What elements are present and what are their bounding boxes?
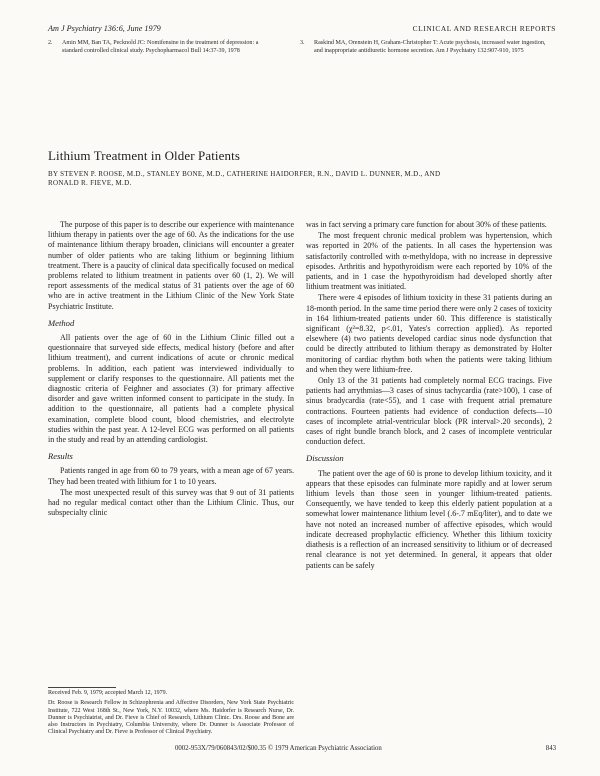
method-paragraph: All patients over the age of 60 in the Lithium Clinic filled out a questionnaire that surveyed side effects, medical history (before and after lithium treatment), and current indications of acute or chronic medical problems. In addition, each patient was interviewed individually to supplement or clarify responses to the questionnaire. All patients met the diagnostic criteria of Feighner and associates (3) for primary affective disorder and gave written informed consent to participate in the study. In addition to the questionnaire, all patients had a complete physical examination, complete blood count, blood chemistries, and electrolyte studies within the past year. A 12-level ECG was performed on all patients in the study and read by an attending cardiologist. <box>48 333 294 445</box>
results-heading: Results <box>48 451 73 462</box>
reference-item: 3. Raskind MA, Orenstein H, Graham-Christopher T: Acute psychosis, increased water ingestion, and inappropriate antidiuretic hormone secretion. Am J Psychiatry 132:907-910, 1975 <box>300 40 546 54</box>
results-paragraph: There were 4 episodes of lithium toxicity in these 31 patients during an 18-month period. In the same time period there were only 2 cases of toxicity in 164 lithium-treated patients under 60. This difference is statistically significant (χ²=8.32, p<.01, Yates's correction applied). As reported elsewhere (4) two patients developed cardiac sinus node dysfunction that could be directly attributed to lithium therapy as demonstrated by Holter monitoring of cardiac rhythm both when the patients were taking lithium and when they were lithium-free. <box>306 293 552 374</box>
received-date: Received Feb. 9, 1979; accepted March 12, 1979. <box>48 690 168 696</box>
results-paragraph: Patients ranged in age from 60 to 79 years, with a mean age of 67 years. They had been treated with lithium for 1 to 10 years. <box>48 466 294 486</box>
right-column <box>306 220 552 571</box>
author-byline: BY STEVEN P. ROOSE, M.D., STANLEY BONE, M.D., CATHERINE HAIDORFER, R.N., DAVID L. DUNNER, M.D., AND RONALD R. FIEVE, M.D. <box>48 170 441 188</box>
copyright-line: 0002-953X/79/060843/02/$00.35 © 1979 American Psychiatric Association <box>175 745 382 752</box>
article-title: Lithium Treatment in Older Patients <box>48 148 240 163</box>
section-label: CLINICAL AND RESEARCH REPORTS <box>412 24 556 33</box>
left-column <box>48 220 294 518</box>
results-paragraph: The most frequent chronic medical problem was hypertension, which was reported in 20% of the patients. In all cases the hypertension was satisfactorily controlled with α-methyldopa, with no increase in depressive episodes. Arthritis and hypothyroidism were each reported by 10% of the patients, and in 1 case the hypothyroidism had developed shortly after lithium treatment was initiated. <box>306 231 552 292</box>
journal-citation: Am J Psychiatry 136:6, June 1979 <box>48 24 161 33</box>
results-paragraph: The most unexpected result of this survey was that 9 out of 31 patients had no regular medical contact other than the Lithium Clinic. Thus, our subspecialty clinic <box>48 487 294 518</box>
reference-list-right <box>300 40 552 55</box>
discussion-paragraph: The patient over the age of 60 is prone to develop lithium toxicity, and it appears that these episodes can fulminate more rapidly and at lower serum lithium levels than those seen in younger lithium-treated patients. Consequently, we have tended to keep this elderly patient population at a somewhat lower maintenance lithium level (.6-.7 mEq/liter), and to date we have not noted an increased number of affective episodes, which would indicate decreased prophylactic efficiency. Whether this lithium toxicity diathesis is a reflection of an increased sensitivity to lithium or of decreased renal clearance is not yet determined. In general, it appears that older patients can be safely <box>306 468 552 570</box>
reference-list-left <box>48 40 276 55</box>
footnote-divider <box>48 687 116 688</box>
author-affiliations: Dr. Roose is Research Fellow in Schizophrenia and Affective Disorders, New York State Psychiatric Institute, 722 West 168th St., New York, N.Y. 10032, where Ms. Haidorfer is Research Nurse, Dr. Dunner is Psychiatrist, and Dr. Fieve is Chief of Research, Lithium Clinic. Drs. Roose and Bone are also Instructors in Psychiatry, Columbia University, where Dr. Dunner is Associate Professor of Clinical Psychiatry and Dr. Fieve is Professor of Clinical Psychiatry. <box>48 700 294 736</box>
page-number: 843 <box>545 745 556 752</box>
results-paragraph: was in fact serving a primary care function for about 30% of these patients. <box>306 220 547 229</box>
results-paragraph: Only 13 of the 31 patients had completely normal ECG tracings. Five patients had arrythmias—3 cases of sinus tachycardia (rate>100), 1 case of sinus bradycardia (rate<55), and 1 case with frequent atrial premature contractions. Fourteen patients had evidence of conduction defects—10 cases of incomplete atrial-ventricular block (PR interval>.20 seconds), 2 cases of right bundle branch block, and 2 cases of incomplete ventricular conduction defect. <box>306 376 552 447</box>
reference-item: 2. Amin MM, Ban TA, Pecknold JC: Nomifensine in the treatment of depression: a standard controlled clinical study. Psychopharmacol Bull 14:37-39, 1978 <box>48 40 259 54</box>
method-heading: Method <box>48 317 75 328</box>
footnotes <box>48 690 294 740</box>
intro-paragraph: The purpose of this paper is to describe our experience with maintenance lithium therapy in patients over the age of 60. As the indications for the use of maintenance lithium therapy broaden, clinicians will encounter a greater number of older patients who are taking lithium or beginning lithium treatment. There is a paucity of clinical data specifically focused on medical problems related to lithium treatment in patients over 60 (1, 2). We will report assessments of the medical status of 31 patients over the age of 60 who are in active treatment in the Lithium Clinic of the New York State Psychiatric Institute. <box>48 220 294 311</box>
discussion-heading: Discussion <box>306 453 344 464</box>
